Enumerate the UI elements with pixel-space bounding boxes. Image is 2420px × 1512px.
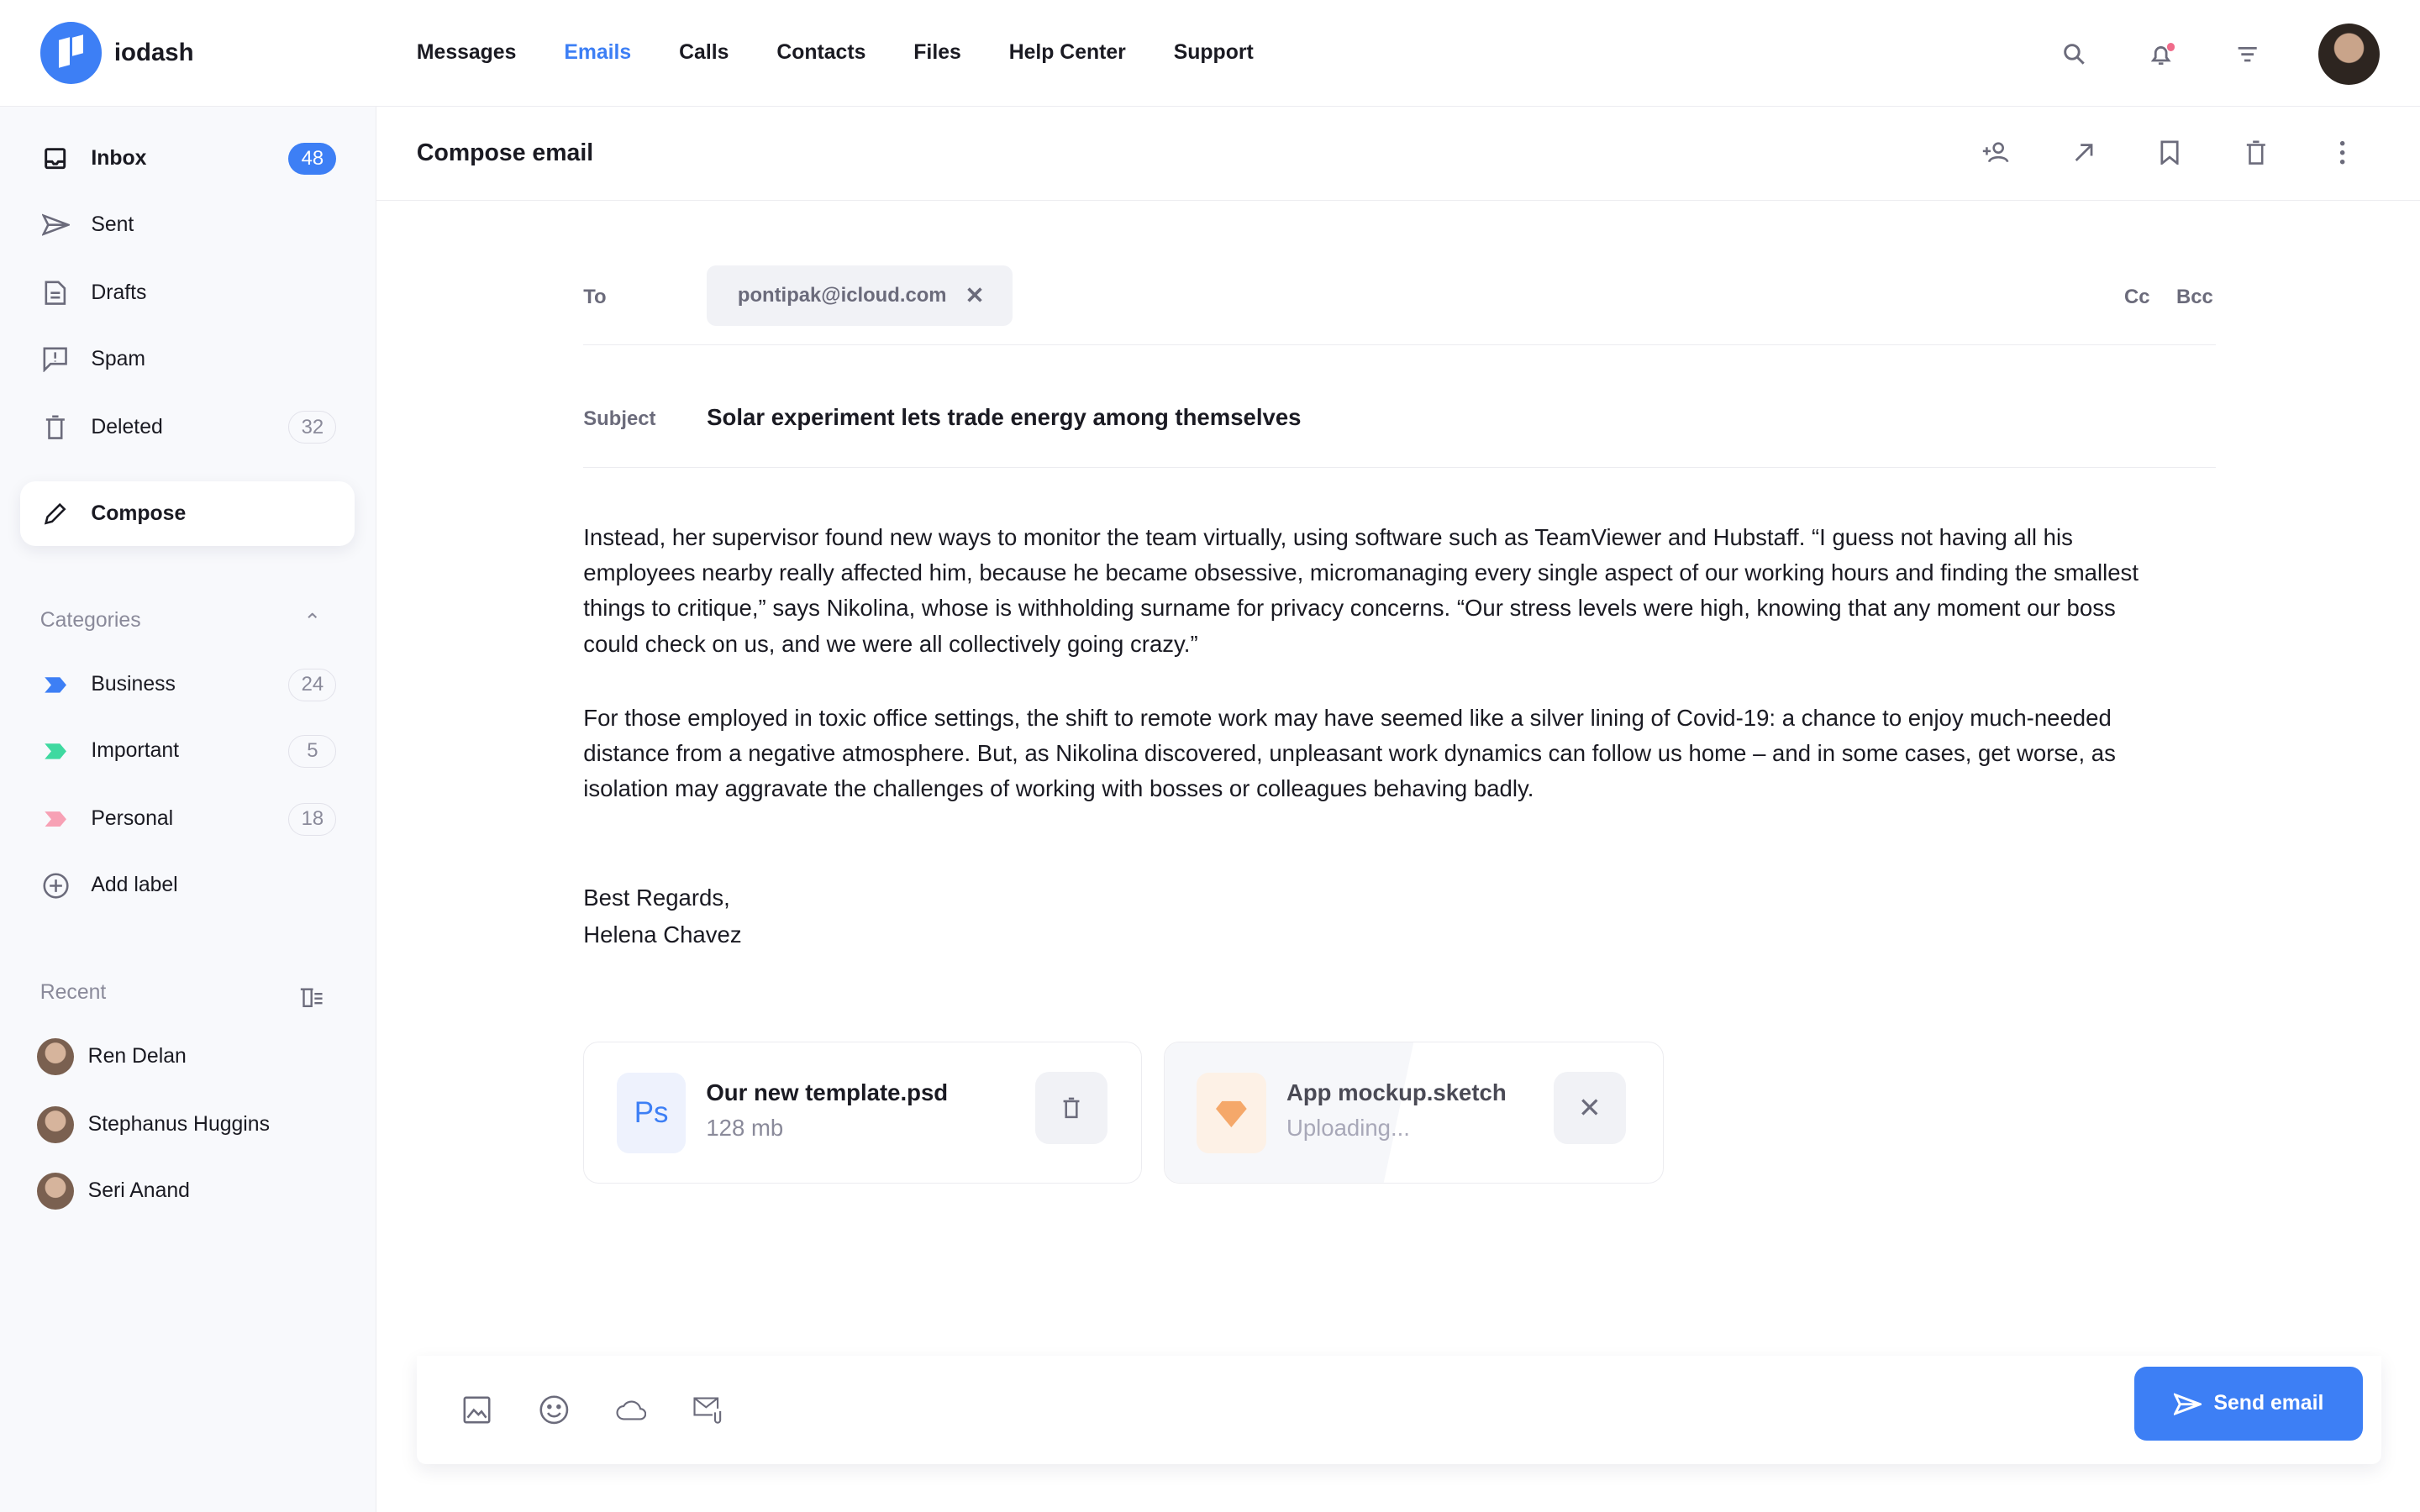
inbox-count: 48 [288, 143, 336, 176]
nav-help-center[interactable]: Help Center [1008, 40, 1126, 64]
subject-label: Subject [583, 407, 656, 430]
sidebar-item-spam[interactable] [40, 341, 337, 378]
file-size: 128 mb [706, 1115, 784, 1142]
chevron-up-icon[interactable]: ⌃ [303, 611, 322, 634]
sidebar-item-label: Spam [91, 347, 146, 370]
avatar [37, 1038, 74, 1075]
add-people-icon[interactable] [1981, 137, 2012, 168]
sidebar-item-drafts[interactable] [40, 275, 337, 312]
image-icon[interactable] [461, 1394, 492, 1425]
nav-messages[interactable]: Messages [416, 40, 517, 64]
body-paragraph: For those employed in toxic office settings, the shift to remote work may have seemed like a silver lining of Covid-19: a chance to enjoy much-needed distance from a negative atmosphere. But, as Nikolina discovered, unpleasant work dynamics can follow us home – and in some cases, get worse, as isolation may aggravate the challenges of working with bosses or colleagues behaving badly. [583, 704, 2116, 802]
category-label: Important [91, 739, 180, 763]
sign-off: Best Regards, [583, 884, 730, 911]
compose-label: Compose [91, 501, 187, 525]
page-title: Compose email [416, 139, 594, 166]
send-email-button[interactable] [2134, 1367, 2363, 1441]
trash-icon[interactable] [2241, 137, 2272, 168]
sketch-file-icon [1197, 1073, 1266, 1153]
add-label-text: Add label [91, 874, 178, 897]
recent-contact[interactable] [37, 1173, 334, 1210]
category-personal[interactable] [40, 801, 337, 837]
sidebar [0, 107, 376, 1512]
app-name: iodash [113, 38, 194, 66]
delete-attachment-button[interactable] [1035, 1072, 1107, 1144]
sidebar-item-deleted[interactable] [40, 409, 337, 446]
logo-icon [40, 22, 102, 83]
upload-status: Uploading... [1286, 1115, 1410, 1142]
category-important[interactable] [40, 732, 337, 769]
remove-recipient-icon[interactable]: ✕ [965, 281, 985, 308]
user-avatar[interactable] [2318, 24, 2380, 85]
trash-icon [1062, 1097, 1081, 1119]
subject-input[interactable]: Solar experiment lets trade energy among themselves [707, 404, 1302, 431]
avatar [37, 1173, 74, 1210]
nav-files[interactable]: Files [913, 40, 961, 64]
pencil-icon [40, 498, 71, 529]
notification-dot [2167, 43, 2175, 50]
bell-icon[interactable] [2145, 39, 2176, 70]
sidebar-item-label: Drafts [91, 281, 147, 304]
categories-title: Categories [39, 609, 141, 633]
category-business[interactable] [40, 666, 337, 703]
close-icon: ✕ [1577, 1092, 1602, 1124]
send-label: Send email [2213, 1392, 2324, 1415]
report-icon [40, 344, 71, 375]
send-icon [2174, 1392, 2202, 1416]
nav-calls[interactable]: Calls [679, 40, 729, 64]
avatar [37, 1106, 74, 1143]
sidebar-item-inbox[interactable] [40, 140, 337, 177]
category-count: 24 [288, 669, 336, 701]
plus-circle-icon [40, 870, 71, 901]
forward-arrow-icon[interactable] [2068, 137, 2099, 168]
file-name: App mockup.sketch [1286, 1079, 1507, 1105]
categories-header[interactable] [40, 609, 337, 634]
emoji-icon[interactable] [539, 1394, 570, 1425]
recent-title: Recent [39, 981, 107, 1005]
label-flag-icon [45, 677, 66, 692]
sidebar-item-label: Inbox [91, 147, 147, 171]
recent-header [40, 981, 337, 1012]
category-label: Business [91, 673, 176, 696]
compose-button[interactable] [20, 481, 355, 546]
category-count: 5 [288, 735, 336, 768]
deleted-count: 32 [288, 411, 336, 444]
to-field [583, 265, 2216, 346]
file-name: Our new template.psd [706, 1079, 949, 1105]
more-vertical-icon[interactable] [2328, 137, 2359, 168]
to-label: To [583, 285, 607, 308]
sidebar-item-label: Sent [91, 213, 134, 237]
nav-contacts[interactable]: Contacts [776, 40, 866, 64]
filter-icon[interactable] [2232, 39, 2263, 70]
email-body[interactable] [583, 520, 2173, 953]
recipient-chip[interactable] [707, 265, 1013, 326]
contact-name: Ren Delan [87, 1045, 187, 1068]
trash-icon [40, 412, 71, 443]
document-icon [40, 278, 71, 309]
signature: Helena Chavez [583, 921, 742, 948]
contact-name: Stephanus Huggins [87, 1112, 270, 1136]
label-flag-icon [45, 811, 66, 827]
add-label-button[interactable] [40, 867, 337, 904]
attachment-card [583, 1042, 1142, 1184]
sidebar-item-label: Deleted [91, 415, 163, 438]
bookmark-icon[interactable] [2154, 137, 2186, 168]
attachment-card-uploading [1164, 1042, 1664, 1184]
recent-contact[interactable] [37, 1038, 334, 1075]
photoshop-file-icon: Ps [617, 1073, 687, 1153]
search-icon[interactable] [2059, 39, 2090, 70]
contact-name: Seri Anand [87, 1179, 190, 1202]
main-nav [417, 41, 1254, 65]
compose-panel [376, 107, 2420, 1512]
category-label: Personal [91, 807, 174, 831]
nav-support[interactable]: Support [1173, 40, 1254, 64]
nav-emails[interactable]: Emails [564, 40, 632, 64]
cancel-upload-button[interactable] [1554, 1072, 1626, 1144]
subject-field[interactable] [583, 345, 2216, 467]
label-flag-icon [45, 743, 66, 759]
top-header [0, 0, 2420, 107]
recent-contact[interactable] [37, 1106, 334, 1143]
body-paragraph: Instead, her supervisor found new ways to monitor the team virtually, using software such as TeamViewer and Hubstaff. “I guess not having all his employees nearby really affected him, because he became obsessive, micromanaging every single aspect of our working hours and finding the smallest things to critique,” says Nikolina, whose is withholding surname for privacy concerns. “Our stress levels were high, knowing that any moment our boss could check on us, and we were all collectively going crazy.” [583, 523, 2139, 657]
sidebar-item-sent[interactable] [40, 207, 337, 244]
bcc-button[interactable]: Bcc [2176, 285, 2213, 308]
inbox-icon [40, 144, 71, 175]
cc-button[interactable]: Cc [2124, 285, 2150, 308]
attach-mail-icon[interactable] [693, 1394, 724, 1425]
clear-list-icon[interactable] [297, 981, 328, 1012]
cloud-icon[interactable] [616, 1394, 647, 1425]
compose-toolbar [417, 1356, 2381, 1464]
send-icon [40, 210, 71, 241]
category-count: 18 [288, 803, 336, 836]
logo[interactable] [40, 22, 417, 83]
recipient-email: pontipak@icloud.com [737, 283, 947, 307]
